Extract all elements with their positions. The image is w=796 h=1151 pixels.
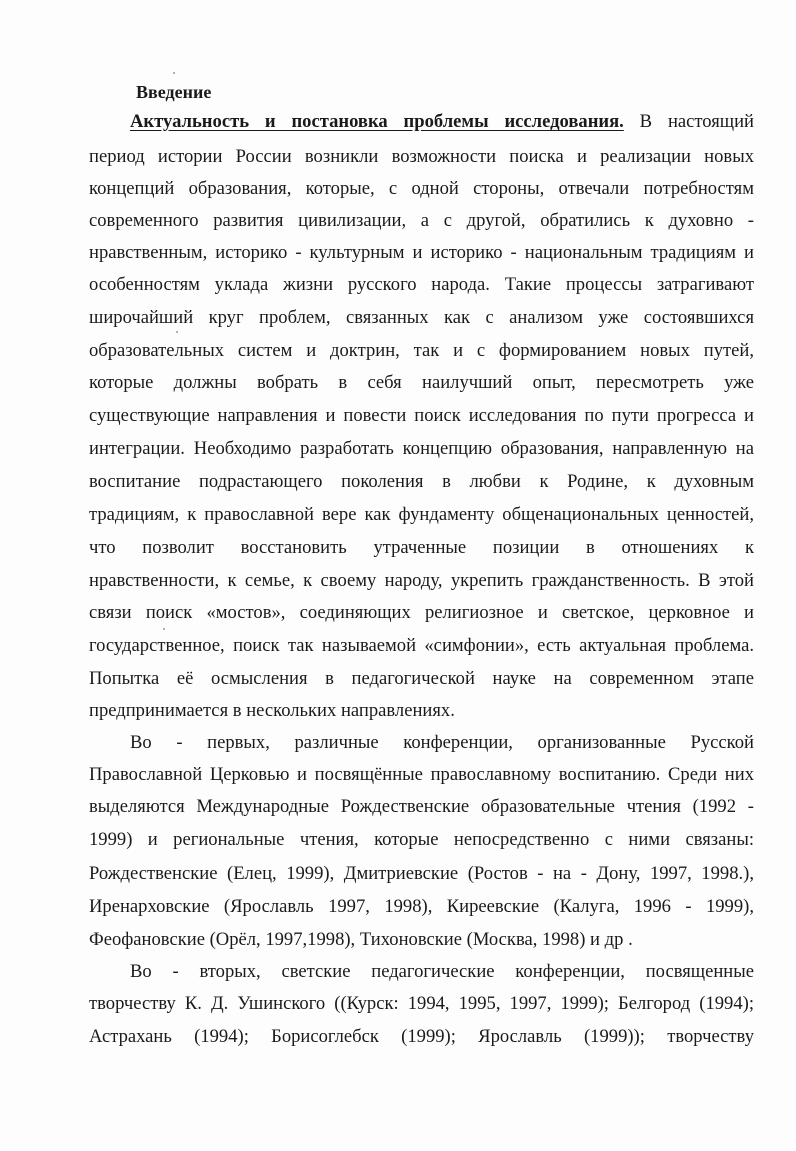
text-line: существующие направления и повести поиск исследования по пути прогресса и <box>89 405 754 426</box>
text-line: Рождественские (Елец, 1999), Дмитриевские (Ростов - на - Дону, 1997, 1998.), <box>89 863 754 884</box>
text-line: период истории России возникли возможности поиска и реализации новых <box>89 146 754 167</box>
text-line: Попытка её осмысления в педагогической науке на современном этапе <box>89 668 754 689</box>
lead-phrase: Актуальность и постановка проблемы исследования. <box>130 111 624 132</box>
text-line: творчеству К. Д. Ушинского ((Курск: 1994, 1995, 1997, 1999); Белгород (1994); <box>89 993 754 1014</box>
text-line: нравственности, к семье, к своему народу, укрепить гражданственность. В этой <box>89 570 754 591</box>
text-line: государственное, поиск так называемой «симфонии», есть актуальная проблема. <box>89 635 754 656</box>
scan-speck <box>173 72 175 74</box>
text-line: Во - первых, различные конференции, организованные Русской <box>130 732 754 753</box>
text-line: предпринимается в нескольких направлениях. <box>89 700 455 721</box>
text-line: образовательных систем и доктрин, так и с формированием новых путей, <box>89 340 754 361</box>
text-line: Феофановские (Орёл, 1997,1998), Тихоновские (Москва, 1998) и др . <box>89 929 633 950</box>
text-line: Во - вторых, светские педагогические конференции, посвященные <box>130 961 754 982</box>
text-line: связи поиск «мостов», соединяющих религиозное и светское, церковное и <box>89 602 754 623</box>
text-line: которые должны вобрать в себя наилучший опыт, пересмотреть уже <box>89 372 754 393</box>
text-line: Православной Церковью и посвящённые православному воспитанию. Среди них <box>89 764 754 785</box>
text-line: широчайший круг проблем, связанных как с анализом уже состоявшихся <box>89 307 754 328</box>
text-line: современного развития цивилизации, а с другой, обратились к духовно - <box>89 210 754 231</box>
text-line: 1999) и региональные чтения, которые непосредственно с ними связаны: <box>89 829 754 850</box>
text-line: особенностям уклада жизни русского народа. Такие процессы затрагивают <box>89 274 754 295</box>
text-line: выделяются Международные Рождественские образовательные чтения (1992 - <box>89 796 754 817</box>
section-heading: Введение <box>136 82 212 102</box>
text-line: интеграции. Необходимо разработать концепцию образования, направленную на <box>89 438 754 459</box>
text-line: воспитание подрастающего поколения в любви к Родине, к духовным <box>89 471 754 492</box>
text-line: нравственным, историко - культурным и историко - национальным традициям и <box>89 242 754 263</box>
text-line: Астрахань (1994); Борисоглебск (1999); Ярославль (1999)); творчеству <box>89 1026 754 1047</box>
text-line: что позволит восстановить утраченные позиции в отношениях к <box>89 537 754 558</box>
text-line: концепций образования, которые, с одной стороны, отвечали потребностям <box>89 178 754 199</box>
lead-tail: В настоящий <box>623 111 754 132</box>
text-line: Иренарховские (Ярославль 1997, 1998), Киреевские (Калуга, 1996 - 1999), <box>89 896 754 917</box>
paragraph-first-line <box>130 106 754 138</box>
text-line: традициям, к православной вере как фундаменту общенациональных ценностей, <box>89 504 754 525</box>
